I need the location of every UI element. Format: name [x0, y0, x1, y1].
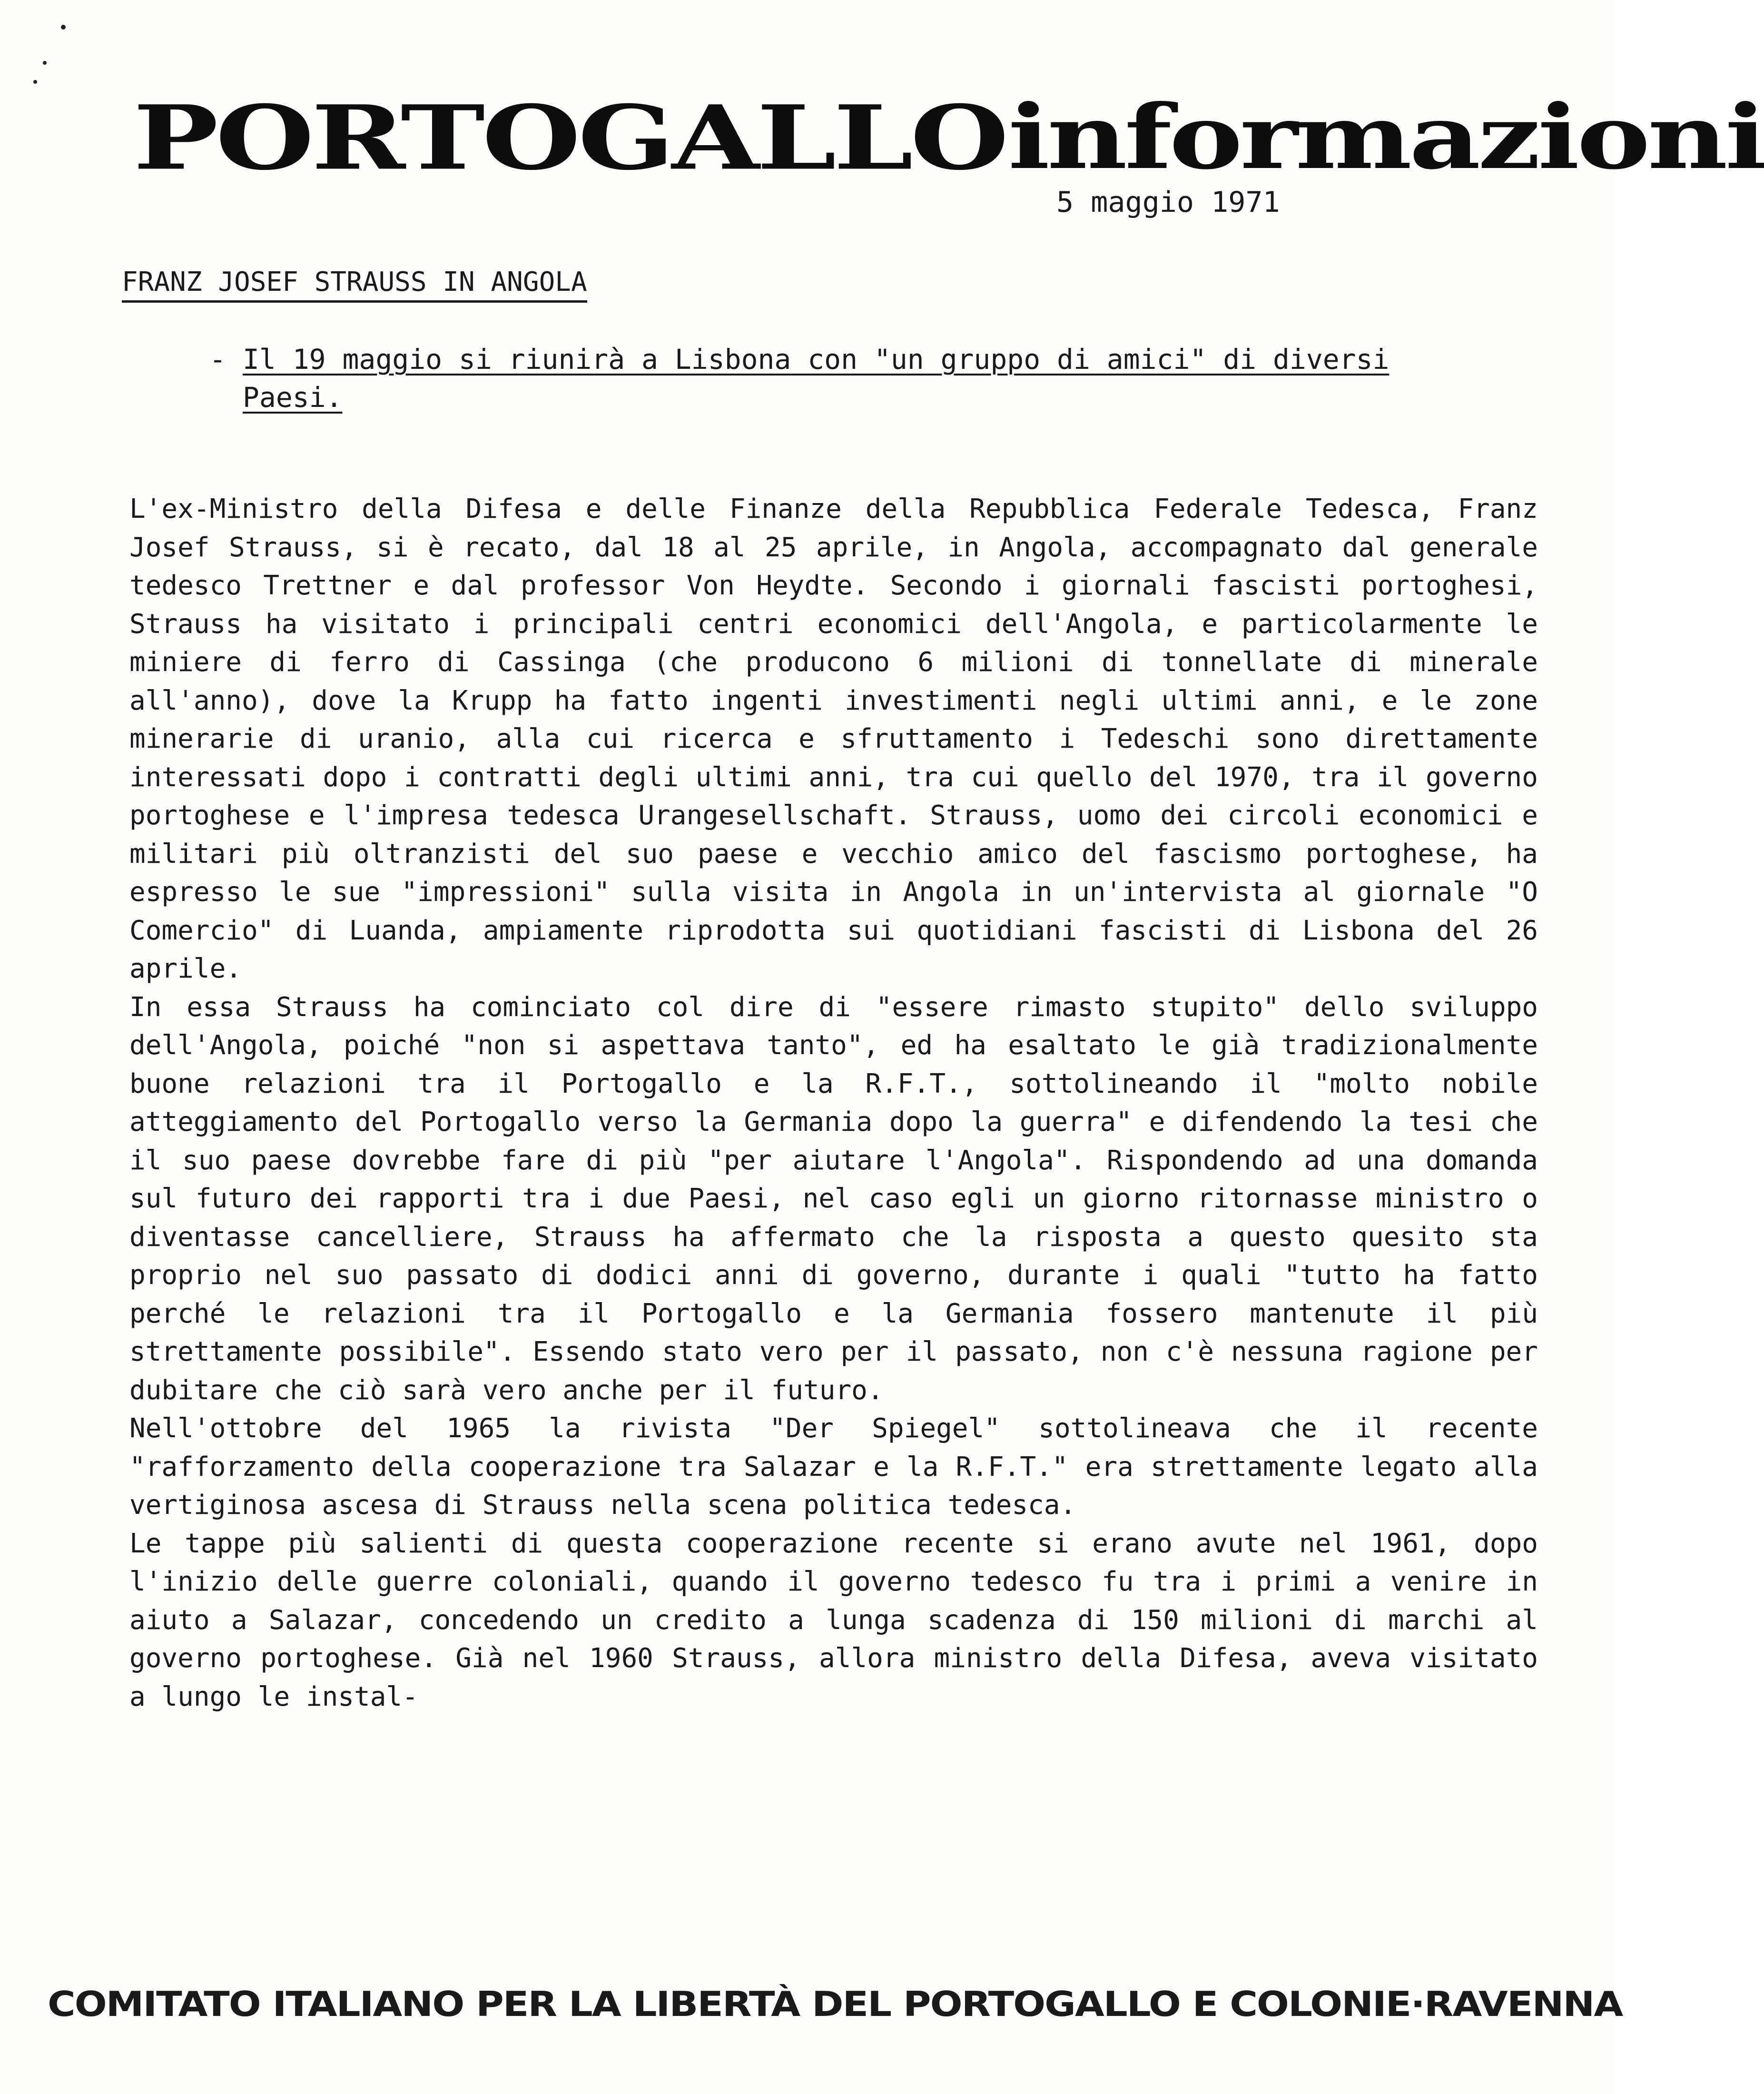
article-subheadline — [209, 340, 1475, 416]
masthead-subtitle: informazioni — [1008, 85, 1764, 189]
issue-date: 5 maggio 1971 — [1056, 186, 1280, 219]
paragraph: Le tappe più salienti di questa cooperazione recente si erano avute nel 1961, dopo l'inizio delle guerre coloniali, quando il governo tedesco fu tra i primi a venire in aiuto a Salazar, concedendo un credito a lunga scadenza di 150 milioni di marchi al governo portoghese. Già nel 1960 Strauss, allora ministro della Difesa, aveva visitato a lungo le instal- — [129, 1528, 1538, 1712]
footer-organization: COMITATO ITALIANO PER LA LIBERTÀ DEL PORTOGALLO E COLONIE·RAVENNA — [48, 1984, 1623, 2025]
paragraph: In essa Strauss ha cominciato col dire di "essere rimasto stupito" dello sviluppo dell'Angola, poiché "non si aspettava tanto", ed ha esaltato le già tradizionalmente buone relazioni tra il Portogallo e la R.F.T., sottolineando il "molto nobile atteggiamento del Portogallo verso la Germania dopo la guerra" e difendendo la tesi che il suo paese dovrebbe fare di più "per aiutare l'Angola". Rispondendo ad una domanda sul futuro dei rapporti tra i due Paesi, nel caso egli un giorno ritornasse ministro o diventasse cancelliere, Strauss ha affermato che la risposta a questo quesito sta proprio nel suo passato di dodici anni di governo, durante i quali "tutto ha fatto perché le relazioni tra il Portogallo e la Germania fossero mantenute il più strettamente possibile". Essendo stato vero per il passato, non c'è nessuna ragione per dubitare che ciò sarà vero anche per il futuro. — [129, 991, 1538, 1406]
subhead-dash: - — [209, 343, 226, 375]
article-headline: FRANZ JOSEF STRAUSS IN ANGOLA — [122, 267, 587, 303]
speck-mark — [43, 61, 47, 65]
speck-mark — [33, 80, 37, 84]
paragraph: L'ex-Ministro della Difesa e delle Finanze della Repubblica Federale Tedesca, Franz Josef Strauss, si è recato, dal 18 al 25 aprile, in Angola, accompagnato dal generale tedesco Trettner e dal professor Von Heydte. Secondo i giornali fascisti portoghesi, Strauss ha visitato i principali centri economici dell'Angola, e particolarmente le miniere di ferro di Cassinga (che producono 6 milioni di tonnellate di minerale all'anno), dove la Krupp ha fatto ingenti investimenti negli ultimi anni, e le zone minerarie di uranio, alla cui ricerca e sfruttamento i Tedeschi sono direttamente interessati dopo i contratti degli ultimi anni, tra cui quello del 1970, tra il governo portoghese e l'impresa tedesca Urangesellschaft. Strauss, uomo dei circoli economici e militari più oltranzisti del suo paese e vecchio amico del fascismo portoghese, ha espresso le sue "impressioni" sulla visita in Angola in un'intervista al giornale "O Comercio" di Luanda, ampiamente riprodotta sui quotidiani fascisti di Lisbona del 26 aprile. — [129, 494, 1538, 984]
paragraph: Nell'ottobre del 1965 la rivista "Der Spiegel" sottolineava che il recente "rafforzamento della cooperazione tra Salazar e la R.F.T." era strettamente legato alla vertiginosa ascesa di Strauss nella scena politica tedesca. — [129, 1413, 1538, 1521]
masthead-title: PORTOGALLO — [133, 86, 1006, 190]
article-body — [129, 490, 1538, 1716]
speck-mark — [61, 25, 66, 30]
masthead — [133, 57, 1764, 190]
subhead-text: Il 19 maggio si riunirà a Lisbona con "un gruppo di amici" di diversi Paesi. — [243, 343, 1390, 414]
